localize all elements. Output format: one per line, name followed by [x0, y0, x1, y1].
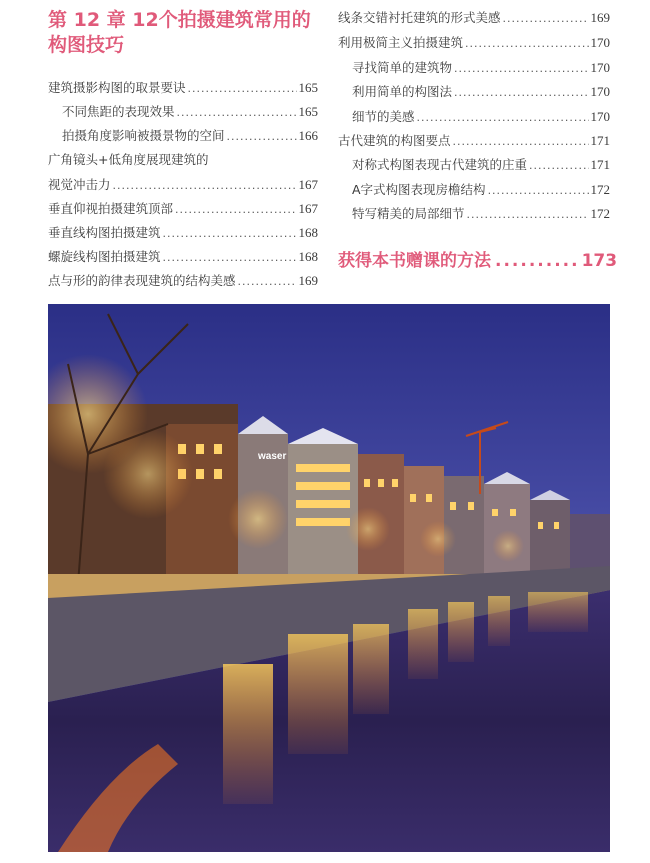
toc-entry[interactable]	[352, 206, 610, 223]
toc-entry-label: 拍摄角度影响被摄景物的空间	[62, 128, 225, 143]
toc-entry-label: 垂直仰视拍摄建筑顶部	[48, 201, 174, 216]
night-riverside-photo	[48, 304, 610, 852]
toc-entry[interactable]	[48, 249, 318, 266]
toc-entry[interactable]	[62, 104, 318, 121]
toc-entry[interactable]	[352, 157, 610, 174]
waser-sign: waser	[258, 451, 287, 462]
toc-entry[interactable]	[352, 182, 610, 199]
toc-entry-label: 线条交错衬托建筑的形式美感	[338, 10, 501, 25]
toc-entry-page: 172	[590, 182, 610, 197]
toc-leader-dots	[454, 85, 588, 101]
toc-entry-label: 细节的美感	[352, 109, 415, 124]
chapter-title: 第 12 章 12个拍摄建筑常用的构图技巧	[48, 9, 311, 56]
toc-entry-page: 168	[298, 225, 318, 240]
toc-entry-label: 视觉冲击力	[48, 177, 111, 192]
toc-entry[interactable]	[338, 10, 610, 27]
toc-entry[interactable]	[48, 152, 318, 168]
toc-leader-dots	[163, 250, 297, 266]
toc-entry-page: 167	[298, 177, 318, 192]
toc-entry-label: 广角镜头+低角度展现建筑的	[48, 152, 209, 167]
toc-entry-page: 171	[590, 157, 610, 172]
bonus-leader-dots: ..........	[495, 251, 580, 271]
toc-entry-page: 166	[298, 128, 318, 143]
toc-entry-page: 165	[298, 80, 318, 95]
toc-leader-dots	[467, 207, 589, 223]
toc-entry[interactable]	[48, 201, 318, 218]
toc-entry-label: 利用简单的构图法	[352, 84, 453, 99]
toc-leader-dots	[417, 110, 589, 126]
toc-leader-dots	[175, 202, 296, 218]
toc-entry[interactable]	[338, 133, 610, 150]
toc-leader-dots	[453, 134, 589, 150]
toc-entry-label: 不同焦距的表现效果	[62, 104, 175, 119]
toc-leader-dots	[163, 226, 297, 242]
toc-entry[interactable]	[352, 109, 610, 126]
toc-entry-page: 172	[590, 206, 610, 221]
toc-leader-dots	[529, 158, 588, 174]
bonus-course-page: 173	[581, 251, 618, 271]
toc-entry-label: 点与形的韵律表现建筑的结构美感	[48, 273, 236, 288]
toc-entry-page: 168	[298, 249, 318, 264]
toc-entry-label: 螺旋线构图拍摄建筑	[48, 249, 161, 264]
photo-illustration	[48, 304, 610, 852]
toc-entry[interactable]	[48, 80, 318, 97]
toc-leader-dots	[503, 11, 589, 27]
toc-entry[interactable]	[48, 177, 318, 194]
toc-entry-label: 垂直线构图拍摄建筑	[48, 225, 161, 240]
toc-leader-dots	[488, 183, 589, 199]
toc-entry-page: 171	[590, 133, 610, 148]
toc-entry-page: 170	[590, 109, 610, 124]
toc-entry-page: 165	[298, 104, 318, 119]
toc-entry[interactable]	[48, 273, 318, 290]
toc-entry-page: 169	[298, 273, 318, 288]
toc-leader-dots	[465, 36, 588, 52]
toc-leader-dots	[188, 81, 297, 97]
toc-entry[interactable]	[62, 128, 318, 145]
toc-entry[interactable]	[352, 60, 610, 77]
bonus-course-entry[interactable]	[338, 246, 618, 271]
toc-leader-dots	[177, 105, 297, 121]
toc-entry[interactable]	[352, 84, 610, 101]
toc-entry-label: A字式构图表现房檐结构	[352, 182, 486, 197]
toc-entry-label: 建筑摄影构图的取景要诀	[48, 80, 186, 95]
toc-entry-label: 利用极简主义拍摄建筑	[338, 35, 464, 50]
toc-entry-page: 170	[590, 84, 610, 99]
toc-entry-label: 特写精美的局部细节	[352, 206, 465, 221]
toc-leader-dots	[454, 61, 588, 77]
toc-entry-page: 169	[590, 10, 610, 25]
toc-leader-dots	[238, 274, 297, 290]
toc-entry-label: 古代建筑的构图要点	[338, 133, 451, 148]
toc-entry[interactable]	[338, 35, 610, 52]
toc-entry[interactable]	[48, 225, 318, 242]
toc-leader-dots	[227, 129, 297, 145]
bonus-course-label: 获得本书赠课的方法	[338, 251, 491, 271]
toc-leader-dots	[113, 178, 297, 194]
toc-entry-page: 170	[590, 35, 610, 50]
toc-entry-label: 寻找简单的建筑物	[352, 60, 453, 75]
toc-entry-label: 对称式构图表现古代建筑的庄重	[352, 157, 528, 172]
toc-entry-page: 167	[298, 201, 318, 216]
toc-entry-page: 170	[590, 60, 610, 75]
